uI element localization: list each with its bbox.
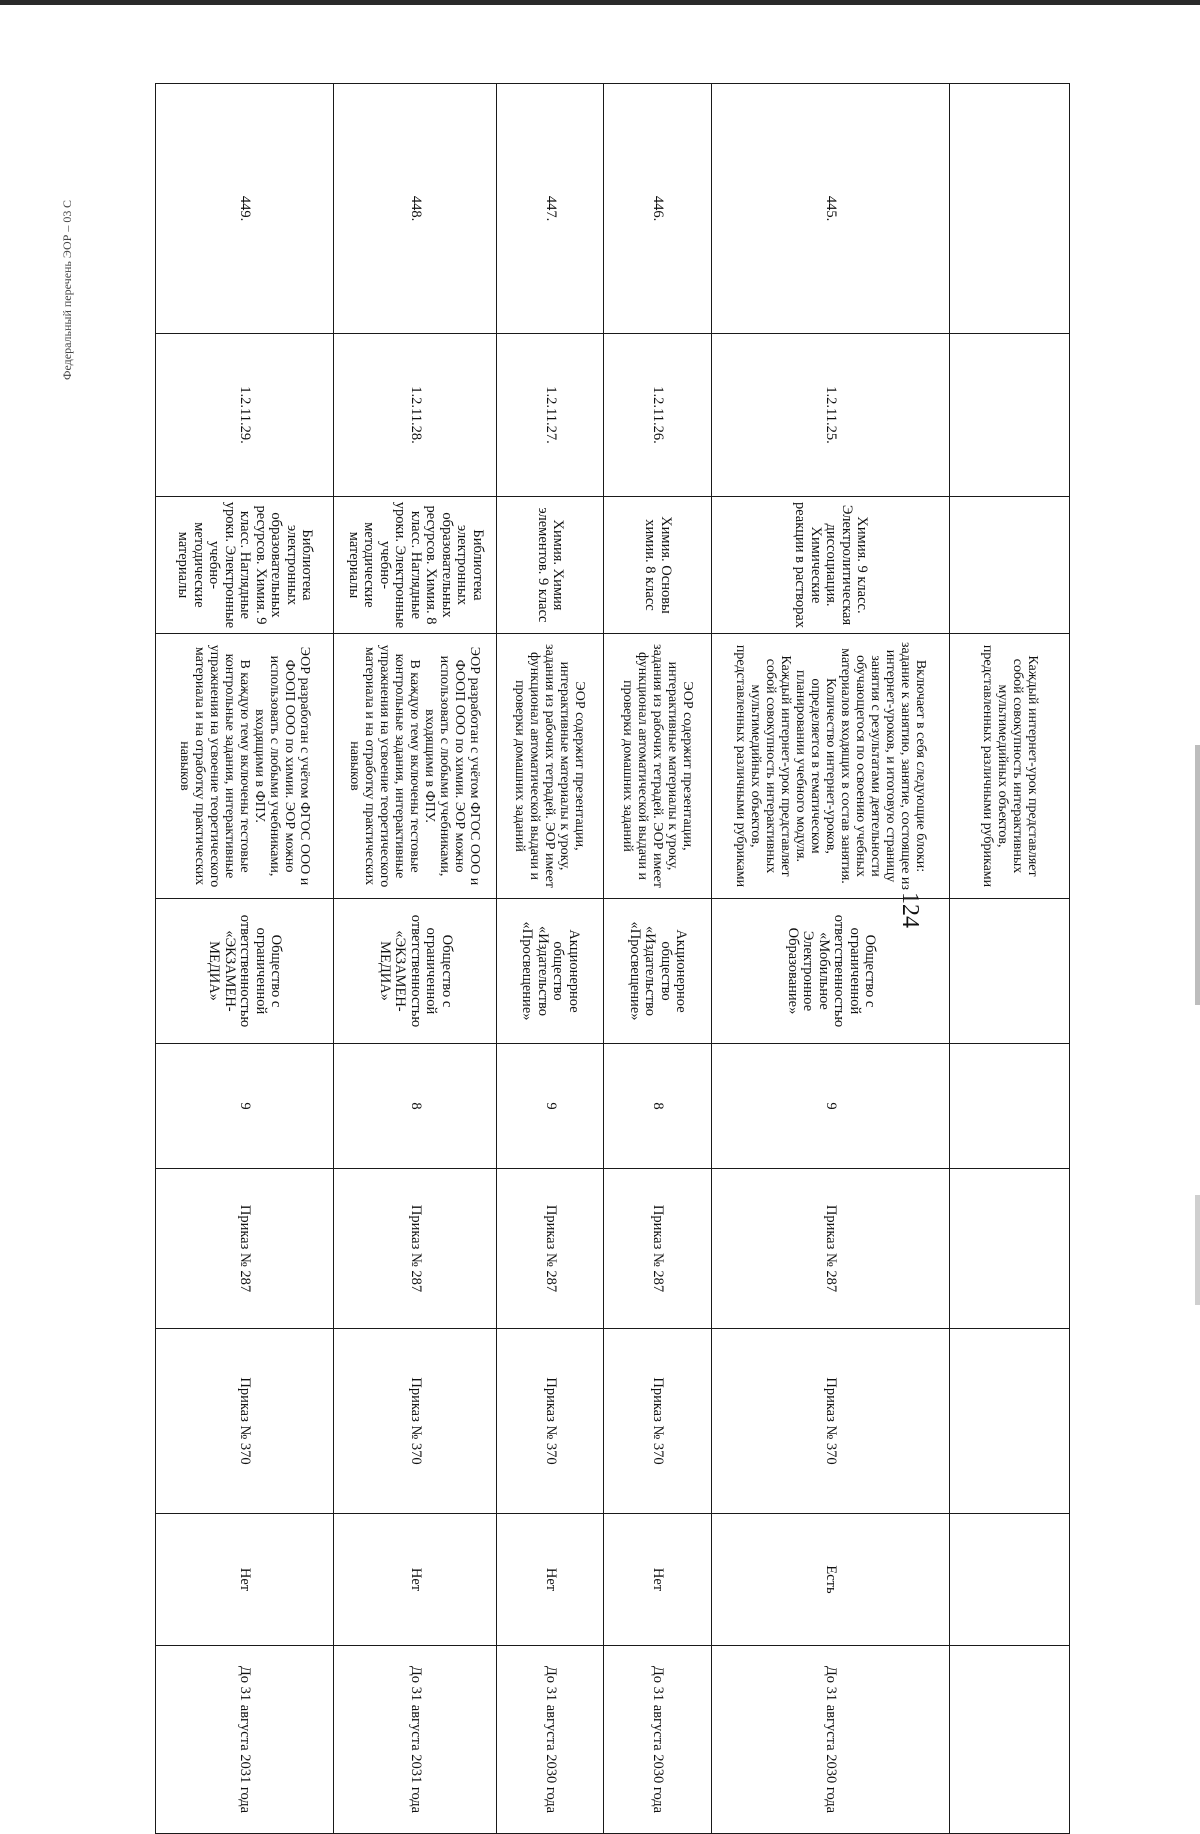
description-paragraph: ЭОР разработан с учётом ФГОС ООО и ФООП ООО по химии. ЭОР можно использовать с любыми учебниками, входящими в ФПУ. — [422, 646, 483, 886]
row-order-370: Приказ № 370 — [603, 1329, 712, 1514]
description-paragraph: В каждую тему включены тестовые контрольные задания, интерактивные упражнения на усвоение теоретического материала и на отработку практических навыков — [347, 644, 423, 888]
page-footer — [60, 80, 82, 380]
table-row — [603, 84, 712, 1834]
row-code: 1.2.11.29. — [156, 334, 334, 497]
row-organization: Акционерное общество «Издательство «Просвещение» — [603, 899, 712, 1044]
row-name: Химия. Химия элементов. 9 класс — [496, 497, 603, 634]
table-cell — [950, 497, 1070, 634]
row-order-287: Приказ № 287 — [603, 1169, 712, 1329]
row-order-287: Приказ № 287 — [156, 1169, 334, 1329]
row-grade: 8 — [603, 1044, 712, 1169]
row-grade: 9 — [712, 1044, 950, 1169]
row-deadline: До 31 августа 2031 года — [156, 1646, 334, 1834]
row-deadline: До 31 августа 2030 года — [496, 1646, 603, 1834]
description-paragraph: Количество интернет-уроков, определяется в тематическом планировании учебного модуля. — [793, 670, 839, 862]
row-flag: Есть — [712, 1514, 950, 1646]
row-number: 449. — [156, 84, 334, 334]
table-row — [712, 84, 950, 1834]
table-row — [496, 84, 603, 1834]
row-flag: Нет — [603, 1514, 712, 1646]
row-description — [156, 634, 334, 899]
row-number: 446. — [603, 84, 712, 334]
description-paragraph: ЭОР содержит презентации, интерактивные материалы к уроку, задания из рабочих тетрадей. ЭОР имеет функционал автоматической выдачи и проверки домашних заданий — [512, 644, 588, 888]
table-cell — [950, 1044, 1070, 1169]
table-row — [156, 84, 334, 1834]
row-grade: 9 — [496, 1044, 603, 1169]
row-order-287: Приказ № 287 — [712, 1169, 950, 1329]
row-name: Химия. Основы химии. 8 класс — [603, 497, 712, 634]
scan-top-edge — [0, 0, 1200, 5]
row-order-370: Приказ № 370 — [712, 1329, 950, 1514]
scan-edge-mark — [1195, 1195, 1200, 1305]
row-deadline: До 31 августа 2031 года — [333, 1646, 496, 1834]
row-deadline: До 31 августа 2030 года — [712, 1646, 950, 1834]
description-paragraph: ЭОР разработан с учётом ФГОС ООО и ФООП ООО по химии. ЭОР можно использовать с любыми учебниками, входящими в ФПУ. — [251, 646, 312, 886]
row-code: 1.2.11.26. — [603, 334, 712, 497]
description-paragraph: В каждую тему включены тестовые контрольные задания, интерактивные упражнения на усвоение теоретического материала и на отработку практических навыков — [176, 644, 252, 888]
table-cell — [950, 1329, 1070, 1514]
description-paragraph: Включает в себя следующие блоки: задание к занятию, занятие, состоящее из интернет-уроков, и итоговую страницу занятия с результатами деятельности обучающегося по освоению учебных материалов входящих в состав занятия. — [838, 642, 929, 890]
table-cell — [950, 1514, 1070, 1646]
rotated-table-wrapper — [155, 83, 1070, 1814]
row-description — [712, 634, 950, 899]
row-description — [603, 634, 712, 899]
table-row — [333, 84, 496, 1834]
row-code: 1.2.11.25. — [712, 334, 950, 497]
row-order-287: Приказ № 287 — [496, 1169, 603, 1329]
description-paragraph: ЭОР содержит презентации, интерактивные материалы к уроку, задания из рабочих тетрадей. ЭОР имеет функционал автоматической выдачи и проверки домашних заданий — [620, 644, 695, 888]
row-flag: Нет — [156, 1514, 334, 1646]
row-flag: Нет — [333, 1514, 496, 1646]
row-organization: Общество с ограниченной ответственностью «ЭКЗАМЕН-МЕДИА» — [156, 899, 334, 1044]
table-cell — [950, 334, 1070, 497]
row-order-287: Приказ № 287 — [333, 1169, 496, 1329]
table-row — [950, 84, 1070, 1834]
row-name: Библиотека электронных образовательных ресурсов. Химия. 9 класс. Наглядные уроки. Электронные учебно-методические материалы — [156, 497, 334, 634]
row-grade: 8 — [333, 1044, 496, 1169]
row-grade: 9 — [156, 1044, 334, 1169]
row-flag: Нет — [496, 1514, 603, 1646]
footer-suffix: С — [60, 199, 74, 208]
row-code: 1.2.11.27. — [496, 334, 603, 497]
row-description — [496, 634, 603, 899]
row-name: Химия. 9 класс. Электролитическая диссоциация. Химические реакции в растворах — [712, 497, 950, 634]
table-cell — [950, 1646, 1070, 1834]
row-name: Библиотека электронных образовательных ресурсов. Химия. 8 класс. Наглядные уроки. Электронные учебно-методические материалы — [333, 497, 496, 634]
table-cell — [950, 84, 1070, 334]
eor-registry-table — [155, 83, 1070, 1834]
row-code: 1.2.11.28. — [333, 334, 496, 497]
page-number: 124 — [897, 892, 923, 928]
footer-text: Федеральный перечень ЭОР – 03 — [60, 210, 74, 380]
description-cell: Каждый интернет-урок представляет собой совокупность интерактивных мультимедийных объектов, представленных различными рубриками — [950, 634, 1070, 899]
row-number: 447. — [496, 84, 603, 334]
row-description — [333, 634, 496, 899]
scan-edge-mark — [1195, 745, 1200, 1005]
row-number: 448. — [333, 84, 496, 334]
description-paragraph: Каждый интернет-урок представляет собой совокупность интерактивных мультимедийных объектов, представленных различными рубриками — [733, 644, 794, 888]
row-organization: Общество с ограниченной ответственностью «ЭКЗАМЕН-МЕДИА» — [333, 899, 496, 1044]
row-order-370: Приказ № 370 — [333, 1329, 496, 1514]
row-order-370: Приказ № 370 — [156, 1329, 334, 1514]
row-organization: Акционерное общество «Издательство «Просвещение» — [496, 899, 603, 1044]
row-organization: Общество с ограниченной ответственностью «Мобильное Электронное Образование» — [712, 899, 950, 1044]
table-cell — [950, 899, 1070, 1044]
table-cell — [950, 1169, 1070, 1329]
row-number: 445. — [712, 84, 950, 334]
row-order-370: Приказ № 370 — [496, 1329, 603, 1514]
row-deadline: До 31 августа 2030 года — [603, 1646, 712, 1834]
